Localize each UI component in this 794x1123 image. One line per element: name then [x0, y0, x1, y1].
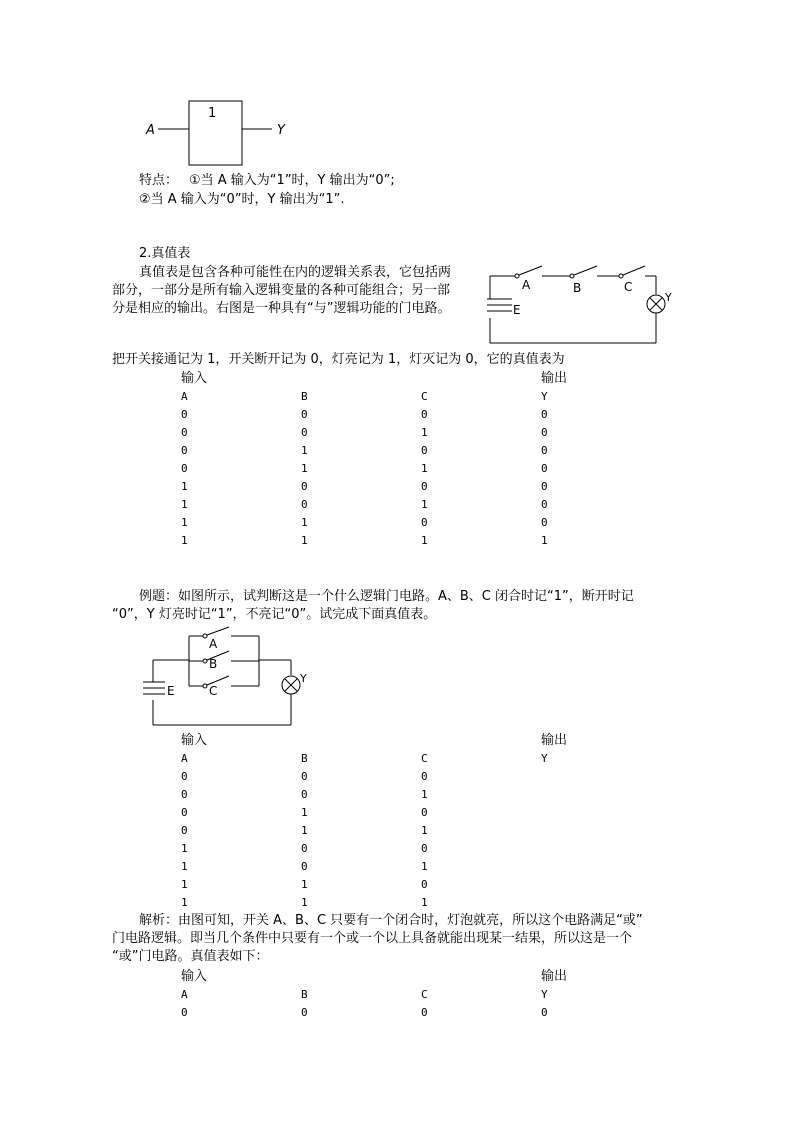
not-gate-symbol: 1 — [208, 106, 217, 121]
table1-cell: 1 — [301, 444, 308, 457]
section2-para-line1: 真值表是包含各种可能性在内的逻辑关系表，它包括两 — [139, 265, 452, 280]
not-gate-input-label: A — [146, 123, 155, 138]
table1-cell: 1 — [421, 534, 428, 547]
section2-intro: 把开关接通记为 1，开关断开记为 0，灯亮记为 1，灯灭记为 0，它的真值表为 — [112, 352, 565, 367]
table2-header-y: Y — [541, 752, 548, 765]
table2-cell: 0 — [421, 878, 428, 891]
table2-cell: 0 — [181, 770, 188, 783]
table1-cell: 1 — [181, 480, 188, 493]
table2-cell: 1 — [181, 878, 188, 891]
table2-cell: 1 — [421, 896, 428, 909]
feature-line1: ①当 A 输入为“1”时，Y 输出为“0”; — [189, 173, 395, 188]
table1-cell: 0 — [541, 498, 548, 511]
table1-cell: 0 — [421, 408, 428, 421]
or-switch-a-blade — [207, 627, 229, 635]
table2-cell: 0 — [301, 842, 308, 855]
table1-header-a: A — [181, 390, 188, 403]
table1-cell: 1 — [181, 498, 188, 511]
table1-cell: 0 — [301, 498, 308, 511]
table1-cell: 0 — [541, 444, 548, 457]
table1-cell: 0 — [421, 444, 428, 457]
section2-para-line3: 分是相应的输出。右图是一种具有“与”逻辑功能的门电路。 — [112, 301, 451, 316]
table2-cell: 1 — [181, 842, 188, 855]
table2-cell: 0 — [301, 770, 308, 783]
table1-cell: 1 — [301, 516, 308, 529]
table1-cell: 1 — [181, 534, 188, 547]
analysis-line3: “或”门电路。真值表如下： — [112, 949, 269, 964]
table2-cell: 0 — [421, 842, 428, 855]
table2-cell: 0 — [181, 788, 188, 801]
example-line1: 例题：如图所示，试判断这是一个什么逻辑门电路。A、B、C 闭合时记“1”，断开时记 — [139, 589, 634, 604]
table1-cell: 1 — [301, 534, 308, 547]
table2-cell: 0 — [181, 824, 188, 837]
or-lamp-label: Y — [300, 672, 307, 685]
table1-output-label: 输出 — [541, 371, 568, 386]
table1-cell: 0 — [181, 444, 188, 457]
and-battery-label: E — [513, 303, 521, 317]
feature-label: 特点： — [139, 173, 179, 188]
table1-cell: 1 — [301, 462, 308, 475]
table1-cell: 0 — [301, 426, 308, 439]
example-line2: “0”，Y 灯亮时记“1”，不亮记“0”。试完成下面真值表。 — [112, 607, 437, 622]
section2-para-line2: 部分，一部分是所有输入逻辑变量的各种可能组合；另一部 — [112, 283, 451, 298]
table2-cell: 1 — [421, 824, 428, 837]
analysis-line1: 解析：由图可知，开关 A、B、C 只要有一个闭合时，灯泡就亮，所以这个电路满足“或” — [139, 913, 643, 928]
feature-line2: ②当 A 输入为“0”时，Y 输出为“1”. — [139, 192, 345, 207]
table1-cell: 0 — [541, 480, 548, 493]
table1-cell: 0 — [301, 408, 308, 421]
table3-cell: 0 — [421, 1006, 428, 1019]
table1-cell: 1 — [421, 462, 428, 475]
table1-cell: 0 — [301, 480, 308, 493]
or-switch-c-label: C — [209, 684, 218, 698]
table1-cell: 0 — [421, 480, 428, 493]
or-switch-a-label: A — [209, 637, 218, 651]
or-battery-label: E — [167, 684, 175, 698]
table2-cell: 1 — [301, 824, 308, 837]
and-lamp-label: Y — [665, 291, 672, 304]
or-switch-b-label: B — [209, 657, 218, 671]
table1-cell: 0 — [181, 408, 188, 421]
table1-header-c: C — [421, 390, 428, 403]
table2-cell: 0 — [301, 860, 308, 873]
table2-cell: 0 — [181, 806, 188, 819]
table2-cell: 0 — [301, 788, 308, 801]
table1-cell: 0 — [421, 516, 428, 529]
table3-header-b: B — [301, 988, 308, 1001]
table3-header-c: C — [421, 988, 428, 1001]
table1-cell: 1 — [181, 516, 188, 529]
table3-header-y: Y — [541, 988, 548, 1001]
table2-header-a: A — [181, 752, 188, 765]
and-switch-a-label: A — [522, 278, 531, 292]
table2-cell: 1 — [421, 788, 428, 801]
table1-input-label: 输入 — [181, 371, 208, 386]
table1-cell: 0 — [541, 462, 548, 475]
section2-heading: 2.真值表 — [139, 246, 191, 261]
table1-header-b: B — [301, 390, 308, 403]
table1-cell: 0 — [541, 408, 548, 421]
table1-cell: 0 — [181, 426, 188, 439]
and-switch-c-label: C — [624, 280, 633, 294]
table1-cell: 0 — [181, 462, 188, 475]
table3-output-label: 输出 — [541, 969, 568, 984]
table1-cell: 1 — [541, 534, 548, 547]
table1-cell: 0 — [541, 426, 548, 439]
table3-cell: 0 — [301, 1006, 308, 1019]
table2-cell: 1 — [181, 896, 188, 909]
table1-cell: 0 — [541, 516, 548, 529]
analysis-line2: 门电路逻辑。即当几个条件中只要有一个或一个以上具备就能出现某一结果，所以这是一个 — [112, 931, 633, 946]
table1-cell: 1 — [421, 426, 428, 439]
table1-header-y: Y — [541, 390, 548, 403]
table2-cell: 1 — [301, 878, 308, 891]
table3-cell: 0 — [541, 1006, 548, 1019]
not-gate-output-label: Y — [277, 123, 285, 138]
table2-cell: 1 — [301, 896, 308, 909]
table1-cell: 1 — [421, 498, 428, 511]
table2-header-b: B — [301, 752, 308, 765]
table2-input-label: 输入 — [181, 733, 208, 748]
table2-output-label: 输出 — [541, 733, 568, 748]
table2-cell: 1 — [301, 806, 308, 819]
table2-cell: 0 — [421, 770, 428, 783]
table2-cell: 1 — [181, 860, 188, 873]
table3-header-a: A — [181, 988, 188, 1001]
table2-cell: 1 — [421, 860, 428, 873]
table3-cell: 0 — [181, 1006, 188, 1019]
table2-header-c: C — [421, 752, 428, 765]
table2-cell: 0 — [421, 806, 428, 819]
table3-input-label: 输入 — [181, 969, 208, 984]
and-switch-b-label: B — [573, 281, 582, 295]
